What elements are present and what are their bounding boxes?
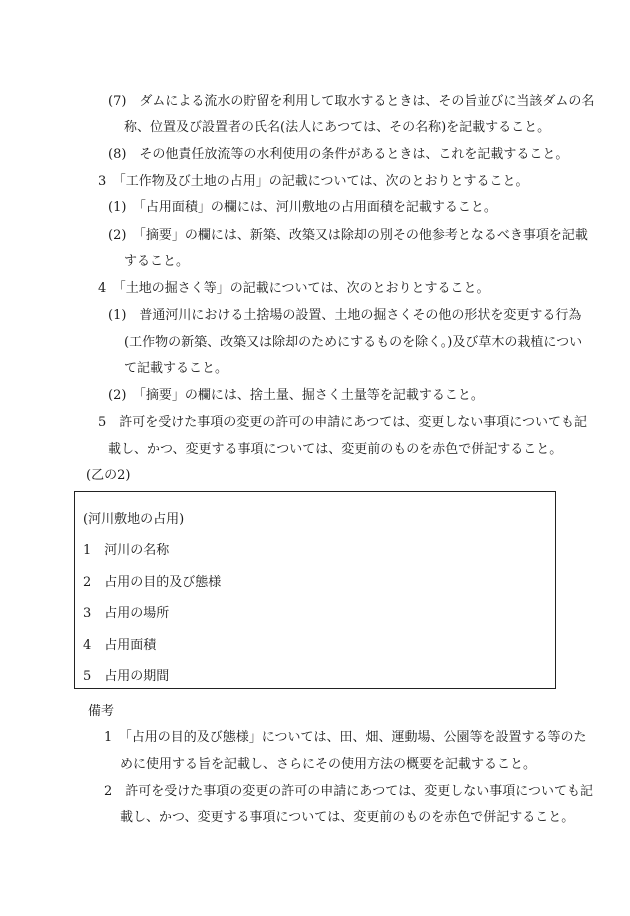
text-line: すること。 [124,254,190,269]
text-line: 4 「土地の掘さく等」の記載については、次のとおりとすること。 [98,281,490,296]
remarks-line: 2 許可を受けた事項の変更の許可の申請にあつては、変更しない事項についても記 [104,784,594,799]
form-item: 2 占用の目的及び態様 [83,575,222,590]
remarks-line: 1 「占用の目的及び態様」については、田、畑、運動場、公園等を設置する等のた [104,730,587,745]
text-line: 載し、かつ、変更する事項については、変更前のものを赤色で併記すること。 [108,442,563,457]
remarks-line: 載し、かつ、変更する事項については、変更前のものを赤色で併記すること。 [120,810,575,825]
form-heading: (河川敷地の占用) [83,512,185,527]
remarks-line: めに使用する旨を記載し、さらにその使用方法の概要を記載すること。 [120,757,537,772]
text-line: 5 許可を受けた事項の変更の許可の申請にあつては、変更しない事項についても記 [98,415,588,430]
form-label: (乙の2) [86,468,131,483]
text-line: 称、位置及び設置者の氏名(法人にあつては、その名称)を記載すること。 [124,120,551,135]
remarks-title: 備考 [88,704,115,719]
text-line: (2) 「摘要」の欄には、捨土量、掘さく土量等を記載すること。 [108,388,484,403]
form-item: 1 河川の名称 [83,543,170,558]
text-line: (7) ダムによる流水の貯留を利用して取水するときは、その旨並びに当該ダムの名 [108,94,595,109]
form-box [74,491,556,689]
text-line: (2) 「摘要」の欄には、新築、改築又は除却の別その他参考となるべき事項を記載 [108,228,588,243]
form-item: 3 占用の場所 [83,606,170,621]
text-line: (1) 「占用面積」の欄には、河川敷地の占用面積を記載すること。 [108,200,497,215]
form-item: 5 占用の期間 [83,669,170,684]
form-item: 4 占用面積 [83,638,157,653]
text-line: 3 「工作物及び土地の占用」の記載については、次のとおりとすること。 [98,174,529,189]
text-line: (1) 普通河川における土捨場の設置、土地の掘さくその他の形状を変更する行為 [108,308,582,323]
text-line: (8) その他責任放流等の水利使用の条件があるときは、これを記載すること。 [108,147,569,162]
text-line: て記載すること。 [124,361,229,376]
text-line: (工作物の新築、改築又は除却のためにするものを除く。)及び草木の栽植につい [124,335,583,350]
